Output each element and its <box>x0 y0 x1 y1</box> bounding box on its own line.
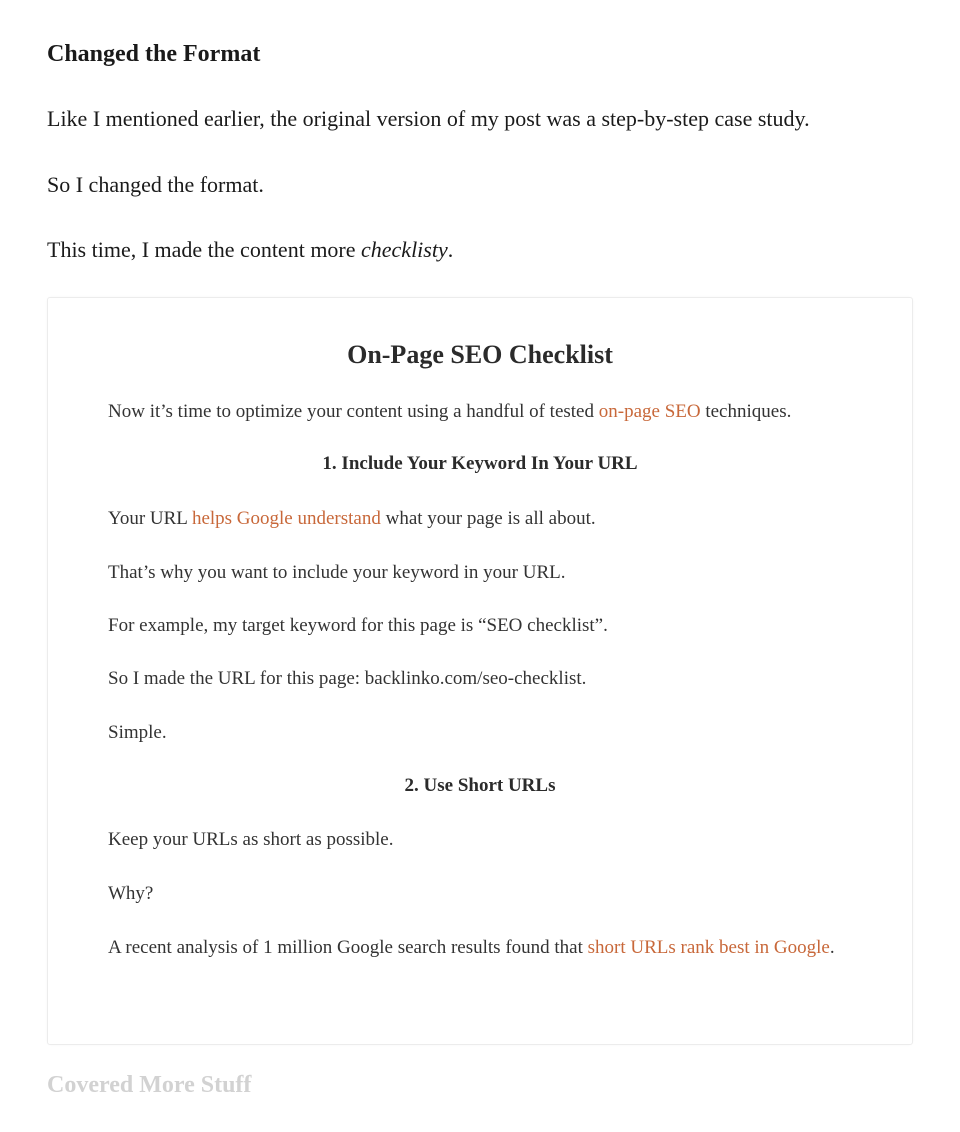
checklist-screenshot <box>47 297 913 1045</box>
checklist-subheading-1: 1. Include Your Keyword In Your URL <box>322 453 638 474</box>
paragraph-original-version: Like I mentioned earlier, the original version of my post was a step-by-step case study. <box>47 106 810 131</box>
checklist-intro-after: techniques. <box>700 401 792 422</box>
checklist-keep-short: Keep your URLs as short as possible. <box>108 829 394 850</box>
checklist-url-before: Your URL <box>108 508 192 529</box>
checklist-intro <box>108 397 852 426</box>
paragraph-changed-format: So I changed the format. <box>47 172 264 197</box>
checklisty-emphasis: checklisty <box>361 237 448 262</box>
checklist-analysis-after: . <box>829 937 835 958</box>
checklist-url-after: what your page is all about. <box>380 508 596 529</box>
paragraph-checklisty <box>47 234 453 266</box>
short-urls-rank-best-link[interactable]: short URLs rank best in Google <box>587 937 830 958</box>
helps-google-understand-link[interactable]: helps Google understand <box>191 508 381 529</box>
checklist-analysis-before: A recent analysis of 1 million Google search results found that <box>108 937 588 958</box>
paragraph-checklisty-after: . <box>447 237 454 262</box>
paragraph-checklisty-before: This time, I made the content more <box>47 237 362 262</box>
checklist-made-url: So I made the URL for this page: backlinko.com/seo-checklist. <box>108 668 587 689</box>
checklist-simple: Simple. <box>108 722 167 743</box>
checklist-analysis <box>108 933 852 962</box>
on-page-seo-link[interactable]: on-page SEO <box>598 401 701 422</box>
checklist-why: Why? <box>108 883 154 904</box>
checklist-title: On-Page SEO Checklist <box>347 340 613 369</box>
checklist-example: For example, my target keyword for this page is “SEO checklist”. <box>108 615 608 636</box>
checklist-subheading-2: 2. Use Short URLs <box>404 775 556 796</box>
next-section-heading: Covered More Stuff <box>47 1072 252 1098</box>
checklist-why-include: That’s why you want to include your keyword in your URL. <box>108 562 566 583</box>
checklist-intro-before: Now it’s time to optimize your content using a handful of tested <box>108 401 599 422</box>
checklist-url-text <box>108 504 852 533</box>
section-heading: Changed the Format <box>47 41 261 67</box>
